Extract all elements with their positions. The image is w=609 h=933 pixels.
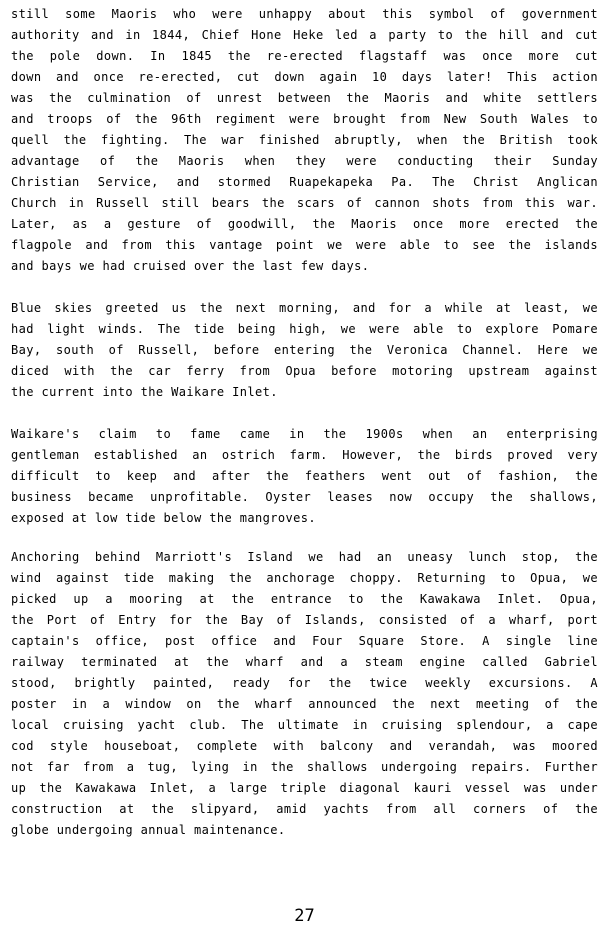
- text-line: authority and in 1844, Chief Hone Heke led a party to the hill and cut: [11, 28, 598, 42]
- text-line: flagpole and from this vantage point we were able to see the islands: [11, 238, 598, 252]
- text-line: up the Kawakawa Inlet, a large triple diagonal kauri vessel was under: [11, 781, 598, 795]
- text-line: Church in Russell still bears the scars of cannon shots from this war.: [11, 196, 598, 210]
- text-line: Bay, south of Russell, before entering the Veronica Channel. Here we: [11, 343, 598, 357]
- text-line: gentleman established an ostrich farm. However, the birds proved very: [11, 448, 598, 462]
- text-line: globe undergoing annual maintenance.: [11, 823, 286, 837]
- text-line: railway terminated at the wharf and a steam engine called Gabriel: [11, 655, 598, 669]
- text-line: the current into the Waikare Inlet.: [11, 385, 278, 399]
- text-line: and troops of the 96th regiment were brought from New South Wales to: [11, 112, 598, 126]
- text-line: was the culmination of unrest between the Maoris and white settlers: [11, 91, 598, 105]
- text-line: had light winds. The tide being high, we were able to explore Pomare: [11, 322, 598, 336]
- text-line: Blue skies greeted us the next morning, and for a while at least, we: [11, 301, 598, 315]
- text-line: exposed at low tide below the mangroves.: [11, 511, 316, 525]
- page-number: 27: [294, 906, 315, 926]
- text-line: construction at the slipyard, amid yachts from all corners of the: [11, 802, 598, 816]
- text-line: wind against tide making the anchorage choppy. Returning to Opua, we: [11, 571, 598, 585]
- paragraph-2: [11, 298, 598, 403]
- text-line: the Port of Entry for the Bay of Islands, consisted of a wharf, port: [11, 613, 598, 627]
- text-line: Waikare's claim to fame came in the 1900s when an enterprising: [11, 427, 598, 441]
- paragraph-4: [11, 547, 598, 841]
- text-line: local cruising yacht club. The ultimate in cruising splendour, a cape: [11, 718, 598, 732]
- text-line: difficult to keep and after the feathers went out of fashion, the: [11, 469, 598, 483]
- text-line: quell the fighting. The war finished abruptly, when the British took: [11, 133, 598, 147]
- text-line: poster in a window on the wharf announced the next meeting of the: [11, 697, 598, 711]
- text-line: captain's office, post office and Four Square Store. A single line: [11, 634, 598, 648]
- text-line: advantage of the Maoris when they were conducting their Sunday: [11, 154, 598, 168]
- text-line: and bays we had cruised over the last few days.: [11, 259, 370, 273]
- text-line: down and once re-erected, cut down again 10 days later! This action: [11, 70, 598, 84]
- paragraph-1: [11, 4, 598, 277]
- text-line: Anchoring behind Marriott's Island we had an uneasy lunch stop, the: [11, 550, 598, 564]
- text-line: still some Maoris who were unhappy about this symbol of government: [11, 7, 598, 21]
- text-line: picked up a mooring at the entrance to the Kawakawa Inlet. Opua,: [11, 592, 598, 606]
- text-line: business became unprofitable. Oyster leases now occupy the shallows,: [11, 490, 598, 504]
- text-line: not far from a tug, lying in the shallows undergoing repairs. Further: [11, 760, 598, 774]
- text-line: diced with the car ferry from Opua before motoring upstream against: [11, 364, 598, 378]
- text-line: the pole down. In 1845 the re-erected flagstaff was once more cut: [11, 49, 598, 63]
- text-line: cod style houseboat, complete with balcony and verandah, was moored: [11, 739, 598, 753]
- text-line: Later, as a gesture of goodwill, the Maoris once more erected the: [11, 217, 598, 231]
- paragraph-3: [11, 424, 598, 529]
- text-line: stood, brightly painted, ready for the twice weekly excursions. A: [11, 676, 598, 690]
- text-line: Christian Service, and stormed Ruapekapeka Pa. The Christ Anglican: [11, 175, 598, 189]
